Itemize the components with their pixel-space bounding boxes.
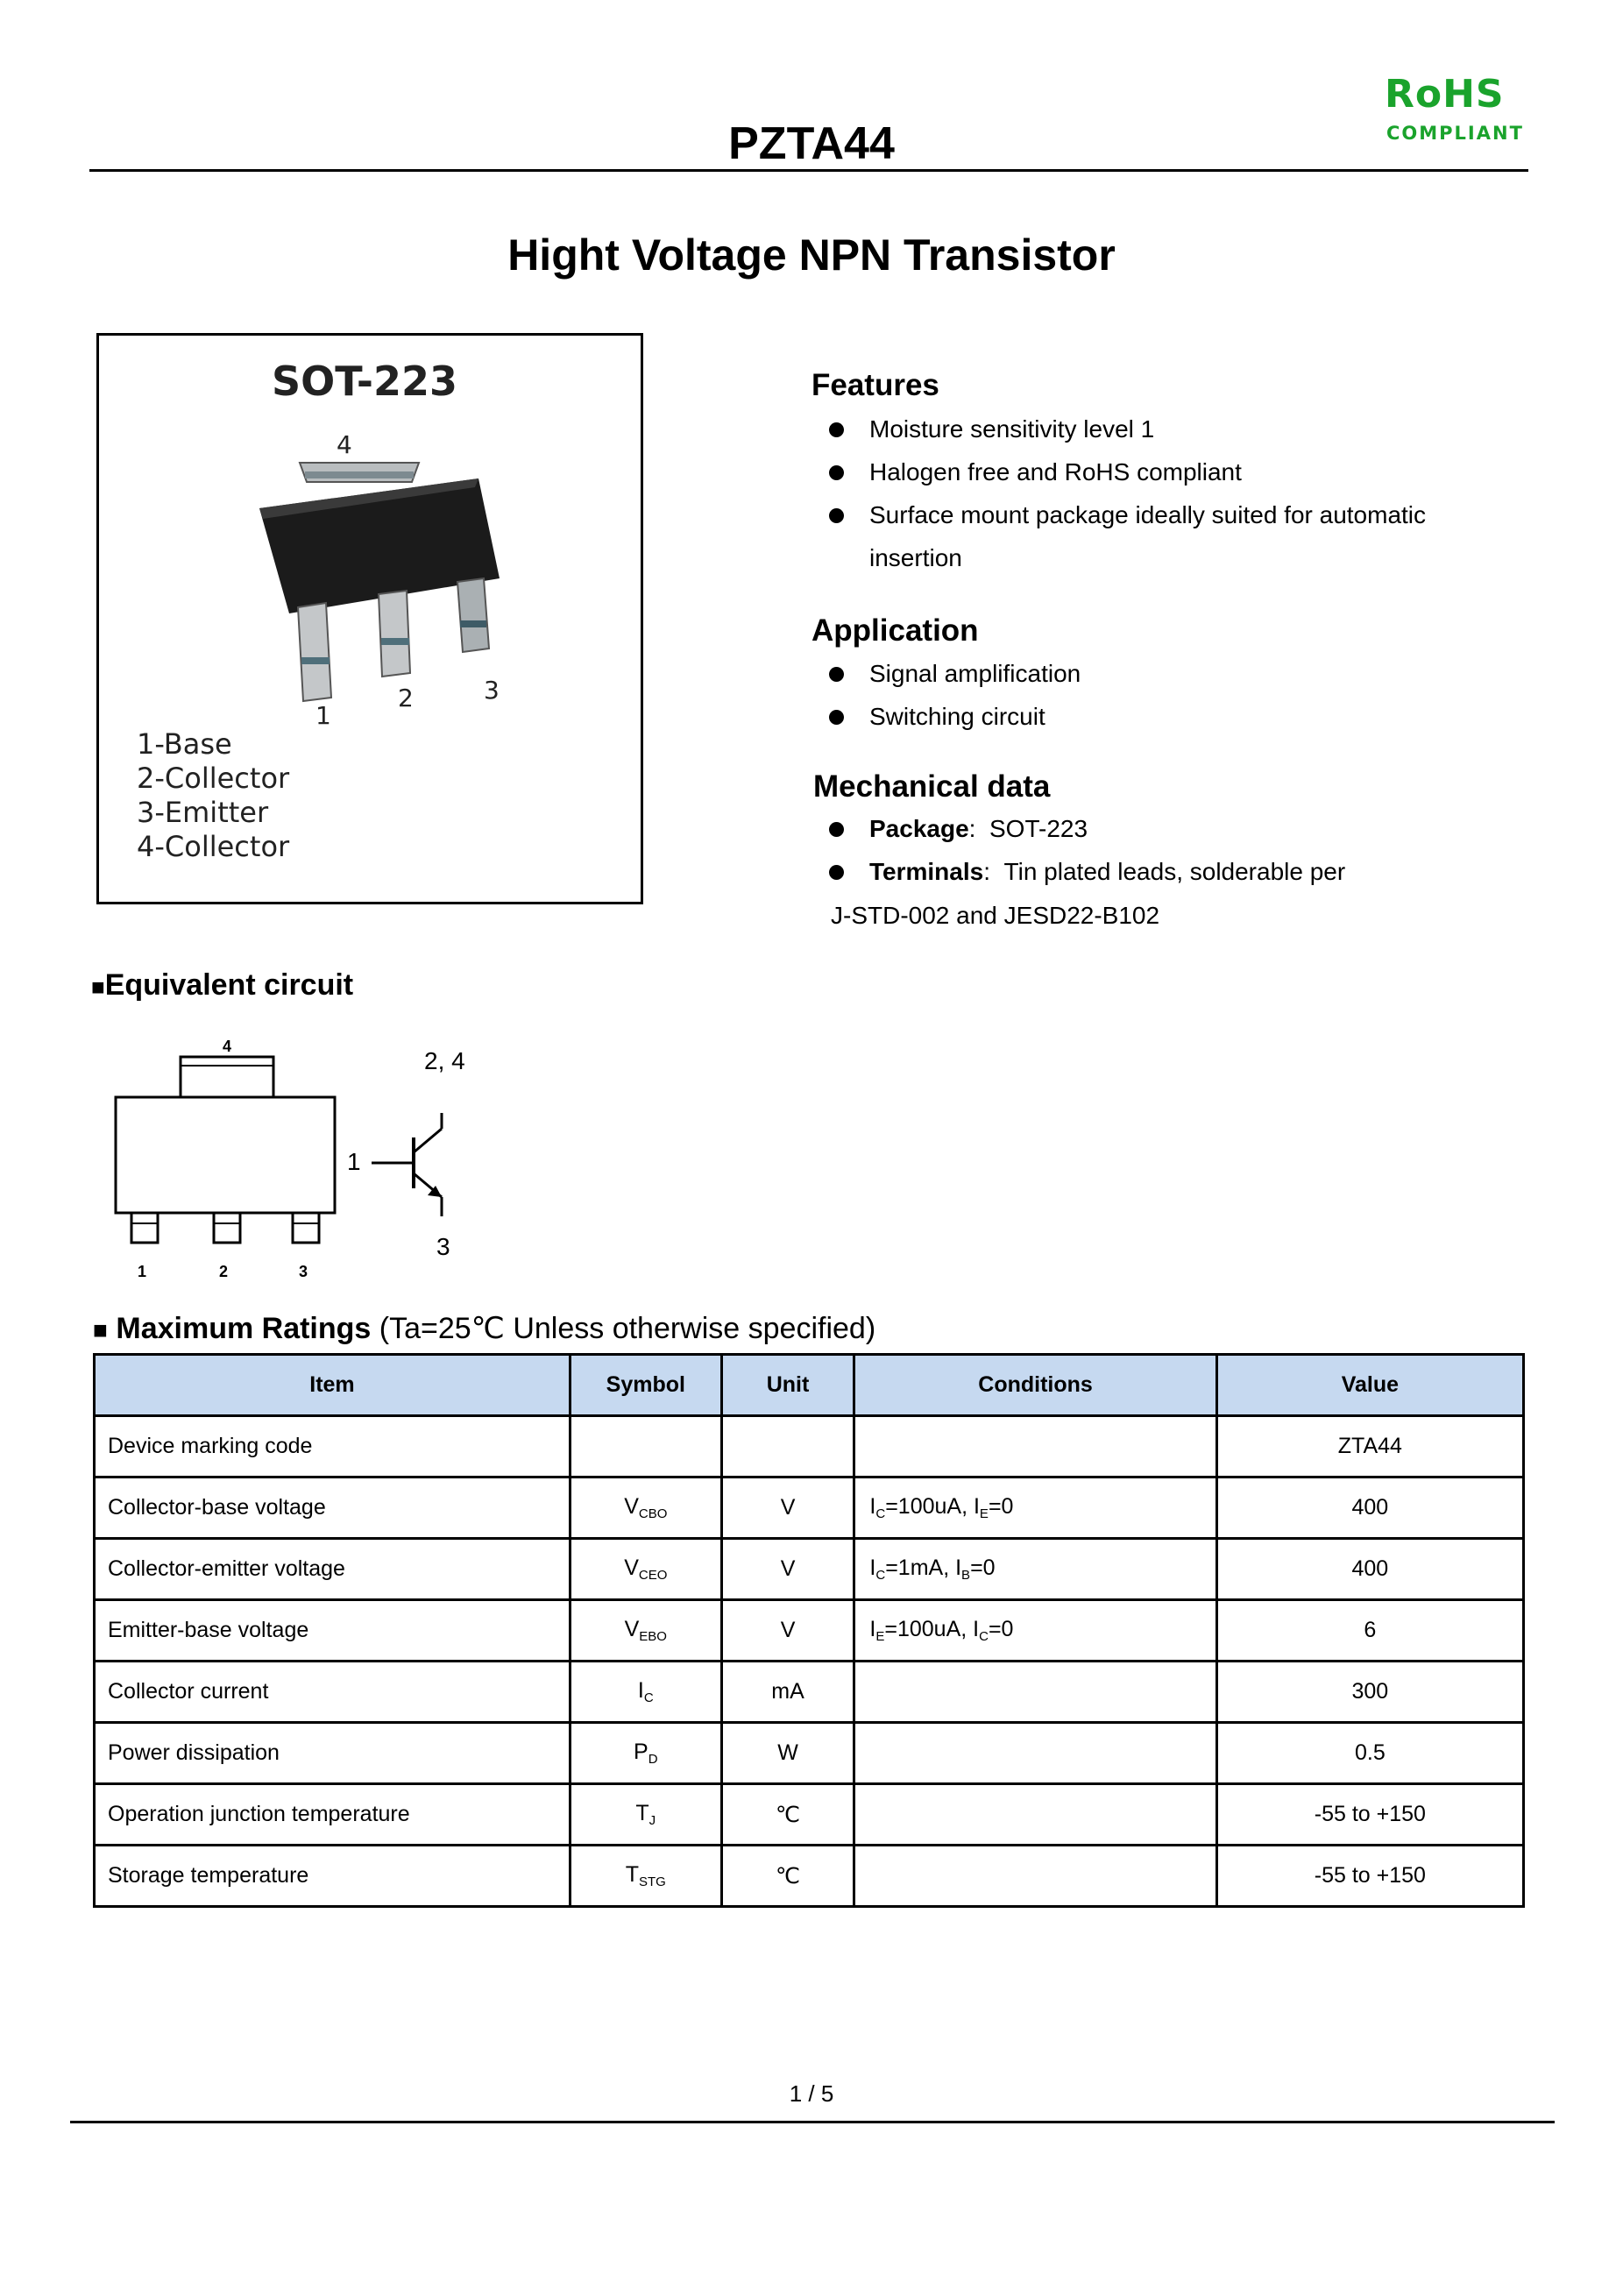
condition-1-subscript: E [875,1629,885,1644]
condition-2-value: =0 [988,1494,1014,1519]
condition-1-symbol: I [869,1494,876,1519]
bullet-icon [829,422,844,437]
cell-conditions [854,1846,1216,1907]
page-number: 1 / 5 [789,2080,834,2107]
cell-unit: V [721,1539,854,1600]
bullet-icon [829,710,844,725]
symbol-subscript: D [648,1752,658,1767]
cell-symbol [570,1600,721,1662]
package-lead-3 [457,578,489,652]
mechanical-terminals-value: Tin plated leads, solderable per [1003,858,1346,885]
cell-unit: V [721,1600,854,1662]
package-pin-number-2: 2 [398,684,414,712]
cell-value: 400 [1216,1478,1523,1539]
circuit-package-pin-1: 1 [138,1263,147,1280]
condition-2-symbol: I [973,1617,980,1641]
cell-symbol [570,1539,721,1600]
cell-value: 0.5 [1216,1723,1523,1784]
table-row [95,1846,1524,1907]
table-row [95,1600,1524,1662]
pin-description: 2-Collector [137,762,290,795]
bullet-icon [829,865,844,880]
symbol-main: P [634,1740,648,1764]
application-heading: Application [812,613,979,648]
package-lead-1-stripe [301,657,330,664]
circuit-package-pin-2: 2 [219,1263,229,1280]
column-header-symbol: Symbol [570,1355,721,1416]
cell-item: Emitter-base voltage [95,1600,571,1662]
condition-1-symbol: I [869,1617,876,1641]
cell-unit: ℃ [721,1846,854,1907]
condition-1-value: =100uA, [885,1494,974,1519]
symbol-main: V [624,1555,639,1580]
mechanical-package-separator: : [968,815,976,842]
transistor-collector-line [414,1129,442,1152]
package-image-title: SOT-223 [272,358,457,405]
symbol-main: V [624,1617,640,1641]
circuit-package-tab [181,1057,273,1097]
circuit-package-lead-1 [131,1213,158,1243]
cell-symbol [570,1723,721,1784]
cell-item: Device marking code [95,1416,571,1478]
condition-2-subscript: C [979,1629,989,1644]
cell-item: Storage temperature [95,1846,571,1907]
feature-text-continued: insertion [869,544,962,571]
table-row [95,1539,1524,1600]
symbol-subscript: EBO [639,1629,667,1644]
mechanical-package-value: SOT-223 [989,815,1088,842]
package-pin-number-1: 1 [315,701,331,726]
cell-value: 6 [1216,1600,1523,1662]
condition-2-value: =0 [988,1617,1014,1641]
cell-item: Collector current [95,1662,571,1723]
mechanical-terminals-line [869,858,1345,886]
cell-symbol [570,1478,721,1539]
cell-conditions [854,1662,1216,1723]
column-header-conditions: Conditions [854,1355,1216,1416]
cell-value: ZTA44 [1216,1416,1523,1478]
symbol-subscript: CEO [638,1568,668,1583]
package-tab-stripe [305,471,414,478]
cell-item: Collector-base voltage [95,1478,571,1539]
table-row [95,1723,1524,1784]
package-lead-2-stripe [381,638,409,645]
condition-2-symbol: I [955,1555,962,1580]
condition-2-symbol: I [973,1494,980,1519]
symbol-main: T [635,1801,649,1825]
cell-conditions [854,1416,1216,1478]
package-lead-2 [379,591,410,677]
cell-conditions [854,1478,1216,1539]
cell-value: 300 [1216,1662,1523,1723]
cell-conditions [854,1784,1216,1846]
sot223-package-illustration [228,428,561,726]
transistor-base-label: 1 [347,1148,361,1175]
pin-description: 3-Emitter [137,796,269,829]
application-text: Signal amplification [869,660,1081,687]
mechanical-terminals-continued: J-STD-002 and JESD22-B102 [831,902,1160,929]
symbol-subscript: J [648,1813,656,1828]
mechanical-package-line [869,815,1088,843]
package-pin-number-4: 4 [337,430,352,459]
pin-description: 1-Base [137,727,232,761]
table-header-row [95,1355,1524,1416]
cell-item: Operation junction temperature [95,1784,571,1846]
equivalent-circuit-diagram [105,1025,491,1288]
max-ratings-title: Maximum Ratings [116,1312,372,1345]
rohs-logo-title: RoHS [1385,72,1505,117]
feature-text: Moisture sensitivity level 1 [869,415,1155,443]
symbol-subscript: C [643,1690,654,1705]
header-divider [89,169,1528,172]
cell-unit: W [721,1723,854,1784]
condition-2-subscript: E [979,1506,989,1521]
document-title: Hight Voltage NPN Transistor [507,230,1116,280]
table-row [95,1478,1524,1539]
mechanical-package-label: Package [869,815,969,842]
max-ratings-condition: (Ta=25℃ Unless otherwise specified) [379,1312,876,1345]
application-text: Switching circuit [869,703,1045,730]
mechanical-heading: Mechanical data [813,769,1051,804]
symbol-main: I [637,1678,644,1703]
package-pin-number-3: 3 [484,676,500,705]
transistor-emitter-label: 3 [436,1233,450,1260]
table-row [95,1662,1524,1723]
feature-text: Surface mount package ideally suited for automatic [869,501,1427,528]
cell-symbol [570,1846,721,1907]
symbol-main: T [625,1862,639,1887]
cell-unit [721,1416,854,1478]
column-header-unit: Unit [721,1355,854,1416]
bullet-icon [829,822,844,837]
mechanical-terminals-separator: : [983,858,990,885]
cell-unit: ℃ [721,1784,854,1846]
cell-value: -55 to +150 [1216,1846,1523,1907]
footer-divider [70,2121,1555,2123]
mechanical-terminals-label: Terminals [869,858,984,885]
condition-1-value: =1mA, [885,1555,956,1580]
equivalent-circuit-title: Equivalent circuit [104,968,354,1002]
bullet-icon [829,508,844,523]
table-row [95,1416,1524,1478]
condition-1-subscript: C [875,1506,886,1521]
circuit-package-pin-3: 3 [299,1263,308,1280]
square-bullet-icon: ■ [91,974,105,1000]
package-lead-3-stripe [460,620,486,627]
feature-text: Halogen free and RoHS compliant [869,458,1242,485]
circuit-package-pin-4: 4 [223,1038,232,1055]
bullet-icon [829,667,844,682]
cell-item: Power dissipation [95,1723,571,1784]
cell-conditions [854,1723,1216,1784]
cell-value: 400 [1216,1539,1523,1600]
package-lead-1 [298,603,331,701]
cell-symbol [570,1662,721,1723]
equivalent-circuit-heading [91,968,353,1003]
circuit-package-body [116,1097,335,1213]
condition-1-symbol: I [869,1555,876,1580]
table-row [95,1784,1524,1846]
symbol-main: V [624,1494,639,1519]
max-ratings-heading [93,1311,875,1346]
symbol-subscript: STG [639,1874,666,1889]
circuit-package-lead-3 [293,1213,319,1243]
cell-symbol [570,1416,721,1478]
cell-conditions [854,1539,1216,1600]
condition-2-value: =0 [970,1555,996,1580]
cell-conditions [854,1600,1216,1662]
cell-symbol [570,1784,721,1846]
square-bullet-icon: ■ [93,1316,108,1343]
pin-description: 4-Collector [137,830,290,863]
features-heading: Features [812,368,939,402]
condition-1-subscript: C [875,1568,886,1583]
max-ratings-table [93,1353,1525,1908]
circuit-package-lead-2 [214,1213,240,1243]
bullet-icon [829,465,844,480]
condition-2-subscript: B [961,1568,971,1583]
cell-unit: V [721,1478,854,1539]
cell-value: -55 to +150 [1216,1784,1523,1846]
transistor-collector-label: 2, 4 [424,1047,465,1074]
rohs-logo-subtitle: COMPLIANT [1386,123,1524,144]
cell-item: Collector-emitter voltage [95,1539,571,1600]
cell-unit: mA [721,1662,854,1723]
column-header-item: Item [95,1355,571,1416]
condition-1-value: =100uA, [884,1617,974,1641]
symbol-subscript: CBO [638,1506,668,1521]
part-number: PZTA44 [728,118,895,169]
column-header-value: Value [1216,1355,1523,1416]
